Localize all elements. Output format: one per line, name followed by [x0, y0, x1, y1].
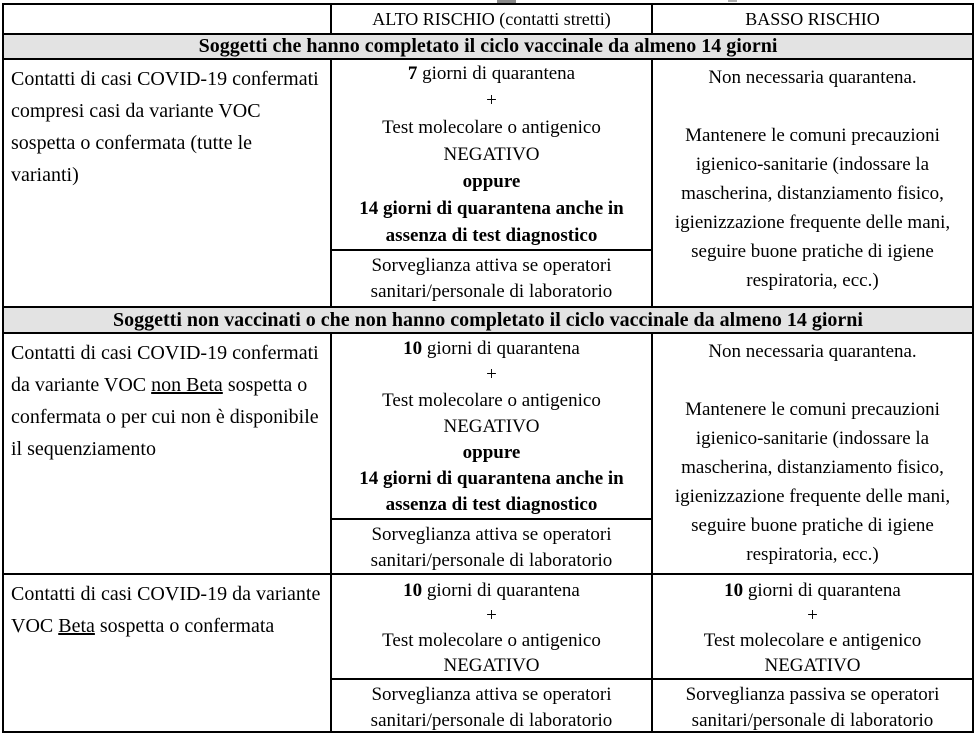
table-row — [4, 332, 972, 573]
alternative-option: 14 giorni di quarantena anche in assenza di test diagnostico — [359, 468, 624, 515]
section-header-not-vaccinated — [4, 306, 972, 332]
quarantine-days-line: 10 giorni di quarantena — [724, 580, 901, 601]
basso-rischio-cell — [651, 575, 972, 731]
basso-rischio-cell — [651, 334, 972, 573]
basso-rischio-label: BASSO RISCHIO — [745, 8, 880, 29]
quarantine-rules-table — [2, 3, 974, 733]
quarantine-days-line: 10 giorni di quarantena — [403, 338, 580, 359]
section-header-vaccinated — [4, 33, 972, 58]
column-header-row — [4, 5, 972, 33]
test-result: NEGATIVO — [764, 655, 861, 676]
case-description-cell: Contatti di casi COVID-19 confermati da variante VOC non Beta sospetta o confermata o per cui non è disponibile il sequenziamento — [11, 342, 319, 460]
or-word: oppure — [462, 171, 521, 192]
case-text: Contatti di casi COVID-19 confermati compresi casi da variante VOC sospetta o confermata (tutte le varianti) — [11, 68, 319, 186]
underlined-variant: non Beta — [151, 374, 223, 396]
table-row — [4, 573, 972, 731]
plus-sign: + — [486, 605, 497, 626]
blank-line — [658, 92, 967, 121]
test-result: NEGATIVO — [443, 144, 540, 165]
alto-rischio-cell — [330, 575, 651, 731]
surveillance-subcell: Sorveglianza attiva se operatori sanitari/personale di laboratorio — [332, 249, 651, 306]
quarantine-instructions — [653, 575, 972, 678]
quarantine-days-line: 10 giorni di quarantena — [403, 580, 580, 601]
test-line: Test molecolare o antigenico — [382, 117, 601, 138]
plus-sign: + — [486, 90, 497, 111]
table-row — [4, 58, 972, 306]
header-cell-basso-rischio — [651, 5, 972, 33]
no-quarantine-line: Non necessaria quarantena. — [708, 341, 917, 362]
test-line: Test molecolare o antigenico — [382, 630, 601, 651]
plus-sign: + — [486, 364, 497, 385]
test-line: Test molecolare e antigenico — [703, 630, 922, 651]
alto-rischio-cell — [330, 334, 651, 573]
quarantine-days-line: 7 giorni di quarantena — [407, 63, 576, 84]
alto-rischio-label: ALTO RISCHIO (contatti stretti) — [372, 8, 611, 29]
case-description-cell: Contatti di casi COVID-19 da variante VOC Beta sospetta o confermata — [11, 583, 321, 637]
blank-line — [658, 366, 967, 395]
test-result: NEGATIVO — [443, 416, 540, 437]
precautions-paragraph: Mantenere le comuni precauzioni igienico-sanitarie (indossare la mascherina, distanziamento fisico, igienizzazione frequente delle mani, seguire buone pratiche di igiene respiratoria, ecc.) — [674, 399, 951, 565]
case-description-cell — [4, 60, 330, 306]
plus-sign: + — [807, 605, 818, 626]
no-quarantine-line: Non necessaria quarantena. — [708, 67, 917, 88]
precautions-paragraph: Mantenere le comuni precauzioni igienico-sanitarie (indossare la mascherina, distanziamento fisico, igienizzazione frequente delle mani, seguire buone pratiche di igiene respiratoria, ecc.) — [674, 125, 951, 291]
section-title: Soggetti non vaccinati o che non hanno completato il ciclo vaccinale da almeno 14 giorni — [113, 308, 863, 331]
test-line: Test molecolare o antigenico — [382, 390, 601, 411]
test-result: NEGATIVO — [443, 655, 540, 676]
quarantine-instructions — [332, 60, 651, 249]
cropped-text-artifact — [728, 0, 737, 2]
quarantine-instructions — [332, 575, 651, 678]
underlined-variant: Beta — [58, 615, 95, 637]
surveillance-subcell: Sorveglianza passiva se operatori sanitari/personale di laboratorio — [653, 678, 972, 731]
surveillance-subcell: Sorveglianza attiva se operatori sanitari/personale di laboratorio — [332, 678, 651, 731]
header-cell-alto-rischio — [330, 5, 651, 33]
header-cell-empty — [4, 5, 330, 33]
basso-rischio-cell — [651, 60, 972, 306]
or-word: oppure — [462, 442, 521, 463]
alternative-option: 14 giorni di quarantena anche in assenza di test diagnostico — [359, 198, 624, 246]
surveillance-subcell: Sorveglianza attiva se operatori sanitari/personale di laboratorio — [332, 518, 651, 573]
section-title: Soggetti che hanno completato il ciclo vaccinale da almeno 14 giorni — [198, 35, 778, 57]
alto-rischio-cell — [330, 60, 651, 306]
quarantine-instructions — [332, 334, 651, 518]
